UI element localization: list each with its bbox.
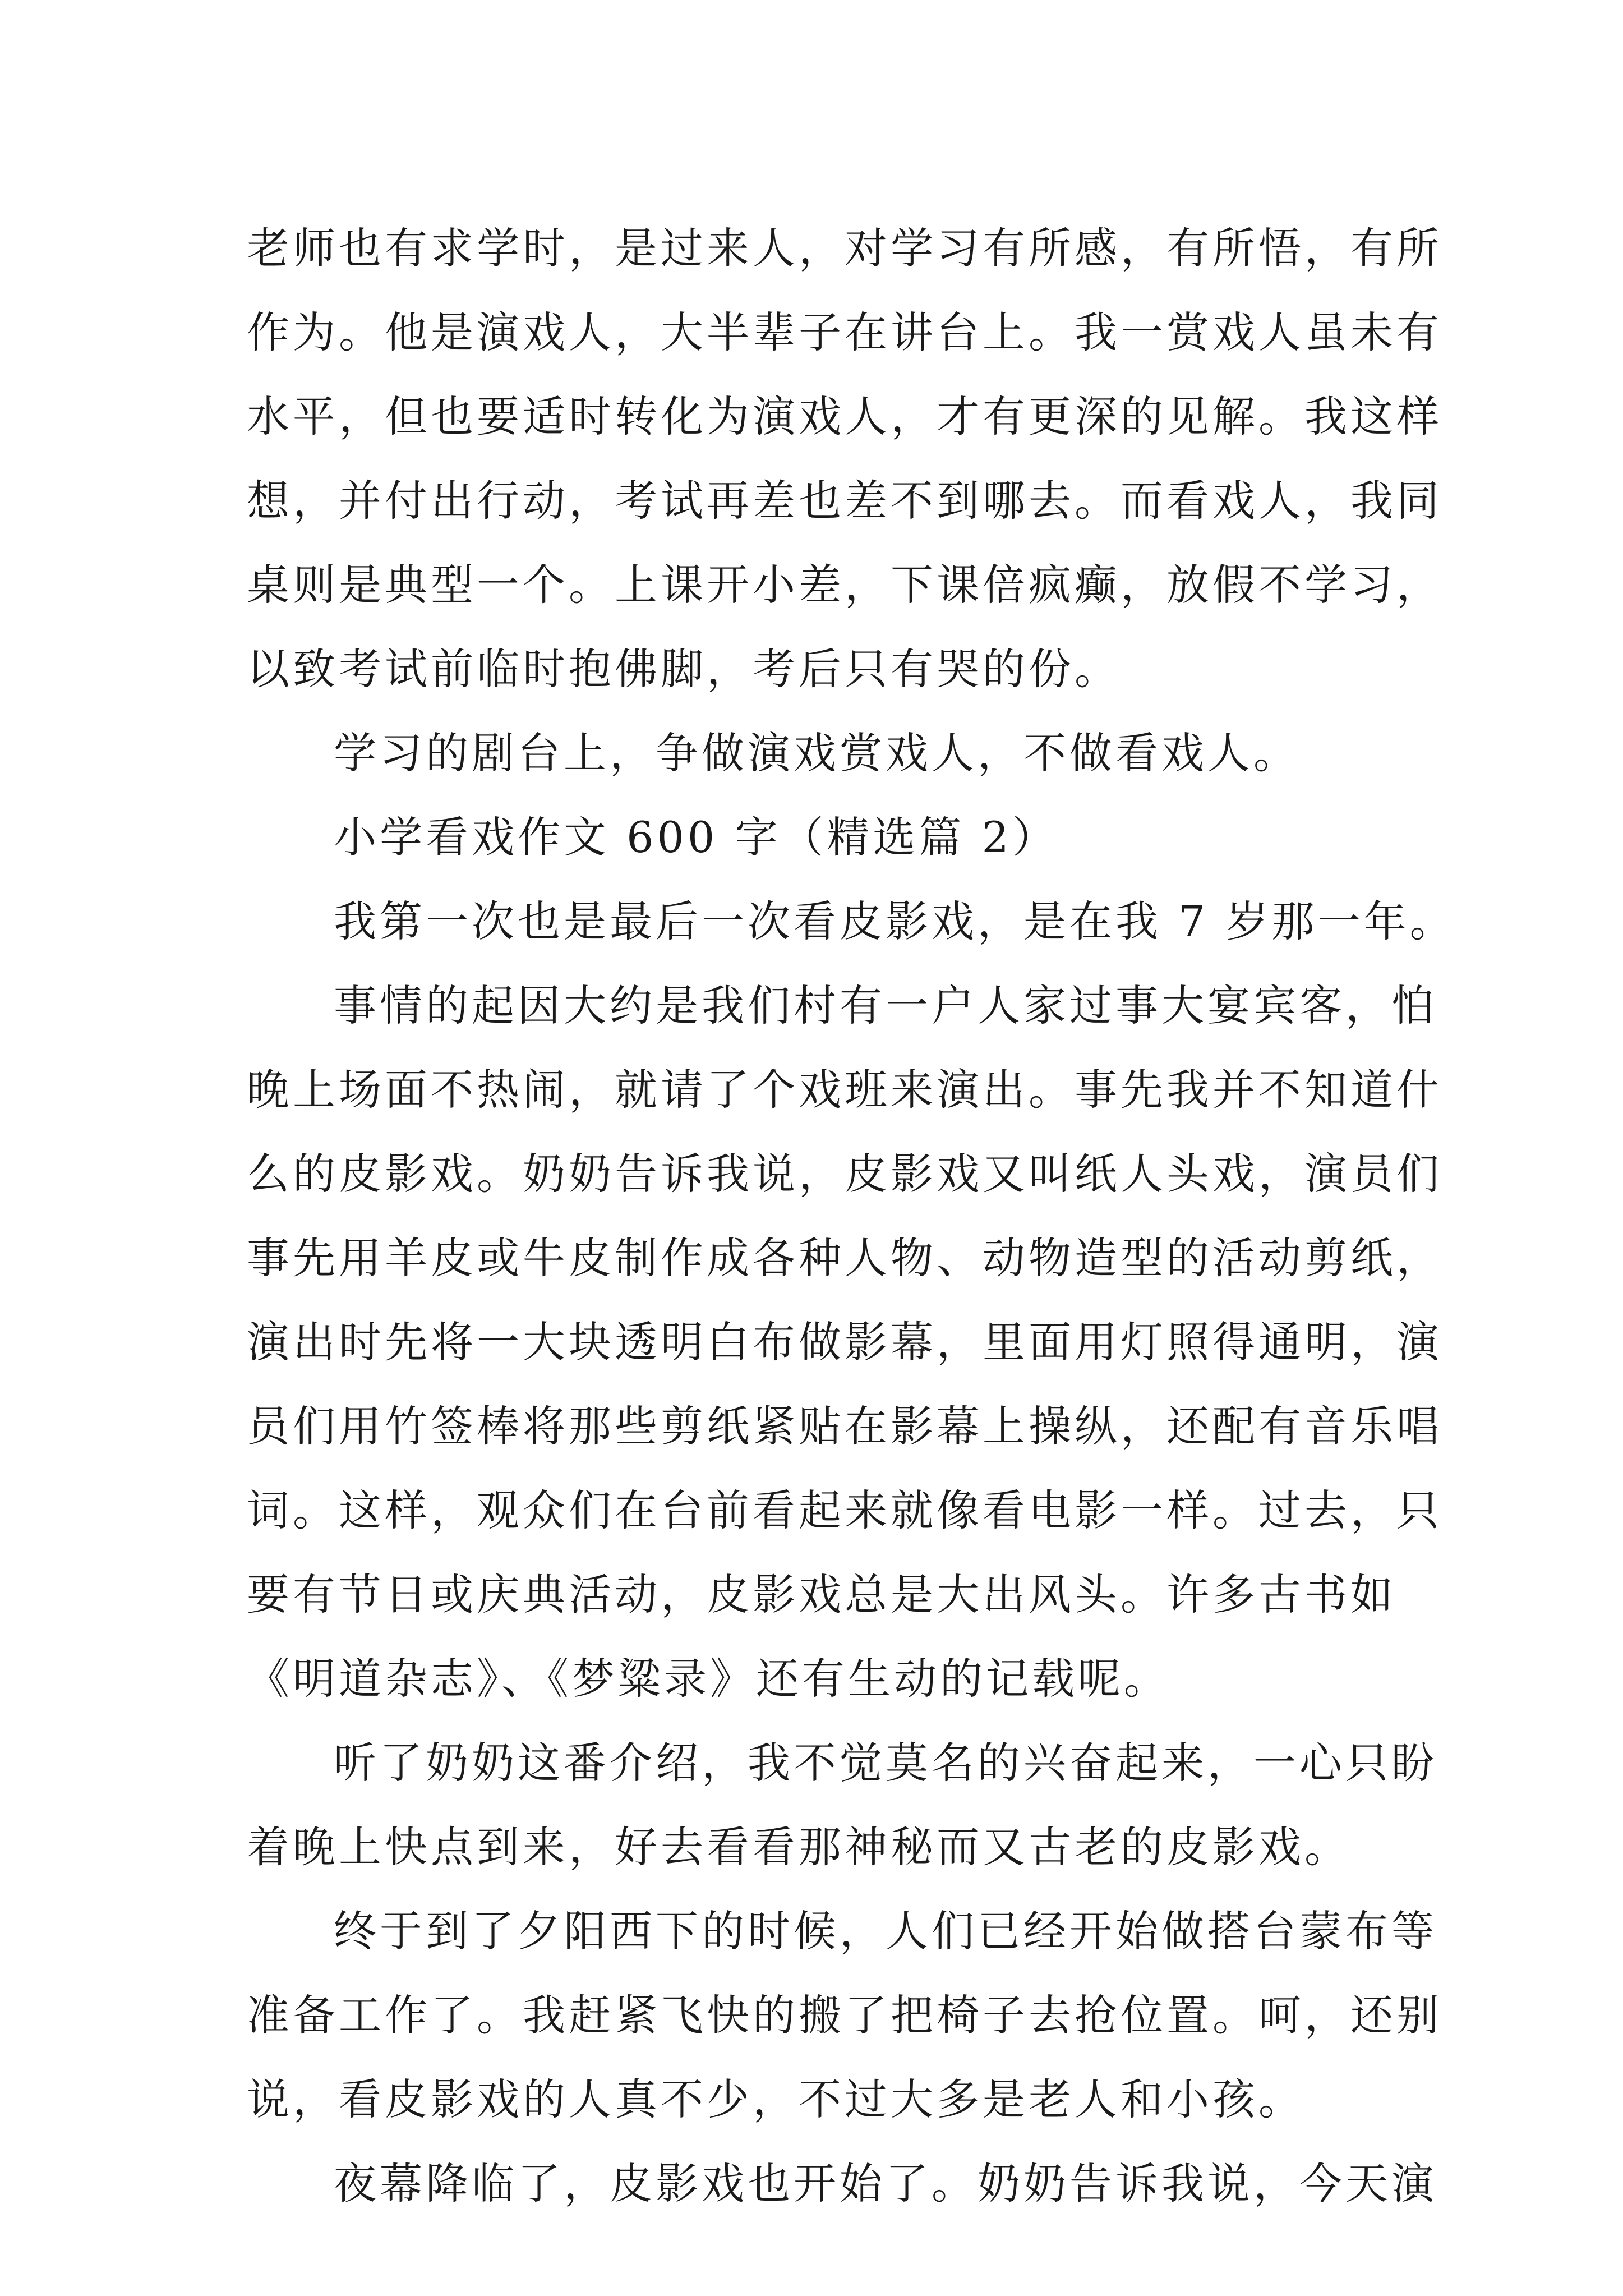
section-heading: 小学看戏作文 600 字（精选篇 2） <box>334 812 1058 862</box>
text-line: 想，并付出行动，考试再差也差不到哪去。而看戏人，我同 <box>247 476 1442 526</box>
text-line: 作为。他是演戏人，大半辈子在讲台上。我一赏戏人虽未有 <box>247 307 1442 357</box>
text-line: 以致考试前临时抱佛脚，考后只有哭的份。 <box>247 644 1121 694</box>
text-line: 员们用竹签棒将那些剪纸紧贴在影幕上操纵，还配有音乐唱 <box>247 1401 1442 1451</box>
text-line: 着晚上快点到来，好去看看那神秘而又古老的皮影戏。 <box>247 1822 1350 1872</box>
text-line: 演出时先将一大块透明白布做影幕，里面用灯照得通明，演 <box>247 1317 1442 1367</box>
text-line: 事情的起因大约是我们村有一户人家过事大宴宾客，怕 <box>334 981 1437 1030</box>
text-line: 说，看皮影戏的人真不少，不过大多是老人和小孩。 <box>247 2074 1304 2124</box>
text-line: 词。这样，观众们在台前看起来就像看电影一样。过去，只 <box>247 1485 1442 1535</box>
text-line: 夜幕降临了，皮影戏也开始了。奶奶告诉我说，今天演 <box>334 2159 1437 2208</box>
text-line: 桌则是典型一个。上课开小差，下课倍疯癫，放假不学习， <box>247 560 1442 610</box>
text-line: 学习的剧台上，争做演戏赏戏人，不做看戏人。 <box>334 728 1299 778</box>
text-line: 我第一次也是最后一次看皮影戏，是在我 7 岁那一年。 <box>334 896 1456 946</box>
text-line: 要有节日或庆典活动，皮影戏总是大出风头。许多古书如 <box>247 1570 1396 1619</box>
text-line: 老师也有求学时，是过来人，对学习有所感，有所悟，有所 <box>247 223 1442 273</box>
text-line: 听了奶奶这番介绍，我不觉莫名的兴奋起来，一心只盼 <box>334 1738 1437 1788</box>
text-line: 水平，但也要适时转化为演戏人，才有更深的见解。我这样 <box>247 392 1442 441</box>
body-text <box>247 206 1456 2226</box>
text-line: 《明道杂志》、《梦粱录》还有生动的记载呢。 <box>247 1654 1170 1704</box>
text-line: 晚上场面不热闹，就请了个戏班来演出。事先我并不知道什 <box>247 1065 1442 1115</box>
text-line: 准备工作了。我赶紧飞快的搬了把椅子去抢位置。呵，还别 <box>247 1990 1442 2040</box>
text-line: 事先用羊皮或牛皮制作成各种人物、动物造型的活动剪纸， <box>247 1233 1442 1283</box>
text-line: 么的皮影戏。奶奶告诉我说，皮影戏又叫纸人头戏，演员们 <box>247 1149 1442 1199</box>
text-line: 终于到了夕阳西下的时候，人们已经开始做搭台蒙布等 <box>334 1906 1437 1956</box>
